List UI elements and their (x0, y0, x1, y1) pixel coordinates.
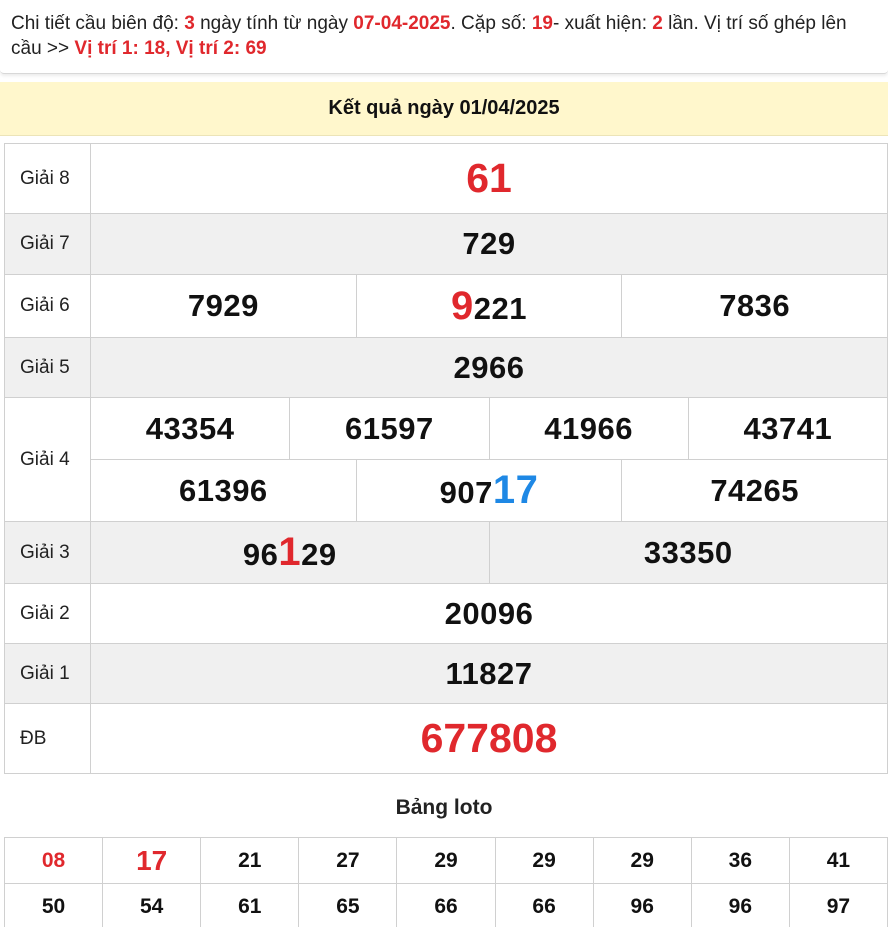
prize-label: ĐB (5, 704, 91, 774)
prize-cell (489, 398, 688, 459)
prize-row-g4 (5, 398, 888, 522)
prize-value (91, 214, 888, 275)
loto-cell: 61 (201, 884, 299, 927)
prize-number: 11827 (445, 655, 533, 691)
loto-cell: 66 (397, 884, 495, 927)
prize-label: Giải 2 (5, 584, 91, 644)
prize-row-g1 (5, 644, 888, 704)
loto-cell: 08 (5, 838, 103, 884)
prize-cell (356, 460, 622, 521)
prize-row-g7 (5, 214, 888, 275)
loto-cell: 36 (691, 838, 789, 884)
prize-number: 33350 (643, 534, 733, 570)
highlight-digits: 17 (492, 468, 539, 512)
prize-cell (91, 522, 489, 583)
loto-cell: 65 (299, 884, 397, 927)
loto-cell: 54 (103, 884, 201, 927)
prize-number: 41966 (544, 410, 633, 446)
highlight-digit: 9 (451, 283, 474, 328)
prize-value (91, 644, 888, 704)
prize-number: 43354 (145, 410, 235, 446)
loto-row (5, 884, 888, 927)
prize-label: Giải 4 (5, 398, 91, 522)
loto-cell: 17 (103, 838, 201, 884)
prize-cell (688, 398, 887, 459)
prize-number: 2966 (453, 349, 525, 385)
results-table (4, 143, 888, 774)
prize-cell (91, 398, 289, 459)
info-positions: Vị trí 1: 18, Vị trí 2: 69 (74, 38, 267, 59)
prize-number: 7929 (187, 288, 259, 323)
loto-cell: 29 (495, 838, 593, 884)
prize-value (91, 275, 888, 338)
prize-value (91, 522, 888, 584)
info-text-5: lần. Vị trí số ghép lên cầu >> (11, 13, 847, 59)
results-date-title: Kết quả ngày 01/04/2025 (328, 97, 560, 119)
results-date-header (0, 82, 888, 136)
prize-number: 61396 (178, 472, 268, 508)
prize-value (91, 338, 888, 398)
prize-cell (489, 522, 888, 583)
loto-cell: 96 (691, 884, 789, 927)
prize-row-g2 (5, 584, 888, 644)
loto-table (4, 837, 888, 927)
loto-cell: 29 (593, 838, 691, 884)
loto-cell: 66 (495, 884, 593, 927)
prize-number: 20096 (444, 595, 534, 631)
prize-number: 7836 (719, 288, 791, 323)
prize-row-g8 (5, 144, 888, 214)
loto-cell: 97 (789, 884, 887, 927)
prize-row-g5 (5, 338, 888, 398)
prize-row-g6 (5, 275, 888, 338)
bridge-info-box (0, 0, 888, 74)
prize-cell (356, 275, 622, 337)
prize-number: 729 (462, 226, 516, 261)
prize-cell (621, 460, 887, 521)
prize-cell (621, 275, 887, 337)
info-text-4: - xuất hiện: (552, 13, 653, 34)
prize-label: Giải 3 (5, 522, 91, 584)
prize-number: 74265 (710, 472, 800, 508)
prize-number: 61597 (345, 410, 434, 446)
prize-row-g3 (5, 522, 888, 584)
info-text-1: Chi tiết cầu biên độ: (11, 13, 185, 34)
prize-row-db (5, 704, 888, 774)
loto-row (5, 838, 888, 884)
loto-cell: 27 (299, 838, 397, 884)
prize-value (91, 704, 888, 774)
prize-number: 9221 (451, 283, 527, 328)
prize-cell (289, 398, 488, 459)
prize-label: Giải 1 (5, 644, 91, 704)
loto-cell: 29 (397, 838, 495, 884)
info-count: 2 (652, 13, 663, 34)
info-pair: 19 (531, 13, 553, 34)
loto-cell: 96 (593, 884, 691, 927)
info-date: 07-04-2025 (353, 13, 451, 34)
prize-cell (91, 275, 356, 337)
prize-value (91, 398, 888, 522)
prize-cell (91, 460, 356, 521)
prize-label: Giải 5 (5, 338, 91, 398)
prize-label: Giải 8 (5, 144, 91, 214)
prize-label: Giải 6 (5, 275, 91, 338)
loto-cell: 50 (5, 884, 103, 927)
prize-number: 96129 (242, 530, 337, 574)
info-text-2: ngày tính từ ngày (194, 13, 354, 34)
prize-number: 90717 (439, 468, 539, 512)
loto-cell: 21 (201, 838, 299, 884)
loto-cell: 41 (789, 838, 887, 884)
prize-value (91, 584, 888, 644)
prize-number: 43741 (743, 410, 833, 446)
highlight-digit: 1 (278, 530, 302, 574)
info-days: 3 (184, 13, 195, 34)
prize-number: 677808 (420, 715, 558, 761)
prize-value (91, 144, 888, 214)
loto-title: Bảng loto (395, 796, 493, 819)
prize-number: 61 (466, 155, 512, 201)
prize-label: Giải 7 (5, 214, 91, 275)
info-text-3: . Cặp số: (450, 13, 532, 34)
